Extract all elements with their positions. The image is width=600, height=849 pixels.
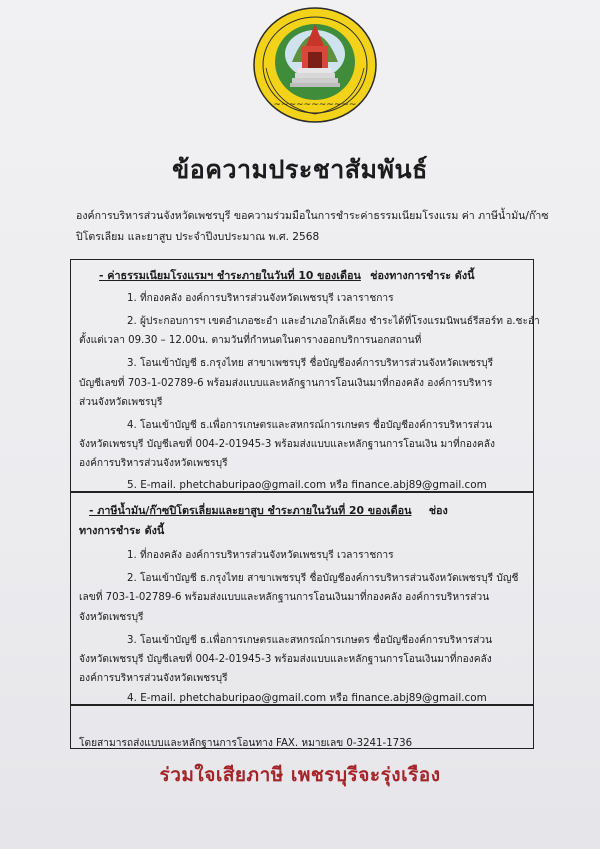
list-item: องค์การบริหารส่วนจังหวัดเพชรบุรี xyxy=(79,673,228,684)
list-item: องค์การบริหารส่วนจังหวัดเพชรบุรี xyxy=(79,458,228,469)
section-heading-tail: ช่อง xyxy=(428,504,448,517)
intro-paragraph xyxy=(76,206,549,248)
list-item: 3. โอนเข้าบัญชี ธ.กรุงไทย สาขาเพชรบุรี ชื่อบัญชีองค์การบริหารส่วนจังหวัดเพชรบุรี xyxy=(127,358,494,369)
fax-note-box xyxy=(70,705,534,749)
email-contact: 5. E-mail. phetchaburipao@gmail.com หรือ finance.abj89@gmail.com xyxy=(127,479,487,491)
list-item: 1. ที่กองคลัง องค์การบริหารส่วนจังหวัดเพชรบุรี เวลาราชการ xyxy=(127,550,394,561)
fuel-tobacco-tax-section xyxy=(70,492,534,705)
list-item: 3. โอนเข้าบัญชี ธ.เพื่อการเกษตรและสหกรณ์การเกษตร ชื่อบัญชีองค์การบริหารส่วน xyxy=(127,635,493,646)
hotel-fee-section xyxy=(70,259,540,492)
page-title: ข้อความประชาสัมพันธ์ xyxy=(172,155,428,184)
list-item: จังหวัดเพชรบุรี xyxy=(79,612,144,623)
list-item: เลขที่ 703-1-02789-6 พร้อมส่งแบบและหลักฐานการโอนเงินมาที่กองคลัง องค์การบริหารส่วน xyxy=(79,592,490,603)
section-heading-continued: ทางการชำระ ดังนี้ xyxy=(79,524,165,537)
list-item: ส่วนจังหวัดเพชรบุรี xyxy=(79,397,163,408)
intro-line: องค์การบริหารส่วนจังหวัดเพชรบุรี ขอความร่วมมือในการชำระค่าธรรมเนียมโรงแรม ค่า ภาษีน้ำมัน/ก๊าซ xyxy=(76,210,549,222)
email-contact: 4. E-mail. phetchaburipao@gmail.com หรือ finance.abj89@gmail.com xyxy=(127,692,487,704)
intro-line: ปิโตรเลียม และยาสูบ ประจำปีงบประมาณ พ.ศ. 2568 xyxy=(76,231,320,243)
section-heading-tail: ช่องทางการชำระ ดังนี้ xyxy=(370,269,475,282)
slogan: ร่วมใจเสียภาษี เพชรบุรีจะรุ่งเรือง xyxy=(159,764,441,786)
list-item: จังหวัดเพชรบุรี บัญชีเลขที่ 004-2-01945-3 พร้อมส่งแบบและหลักฐานการโอนเงินมาที่กองคลัง xyxy=(79,654,492,665)
list-item: 1. ที่กองคลัง องค์การบริหารส่วนจังหวัดเพชรบุรี เวลาราชการ xyxy=(127,293,394,304)
section-heading: - ค่าธรรมเนียมโรงแรมฯ ชำระภายในวันที่ 10 ของเดือน xyxy=(99,269,361,282)
pao-seal-logo xyxy=(252,6,378,124)
fax-note: โดยสามารถส่งแบบและหลักฐานการโอนทาง FAX. หมายเลข 0-3241-1736 xyxy=(79,738,413,749)
section-heading: - ภาษีน้ำมัน/ก๊าซปิโตรเลี่ยมและยาสูบ ชำระภายในวันที่ 20 ของเดือน xyxy=(89,504,412,517)
list-item: 2. โอนเข้าบัญชี ธ.กรุงไทย สาขาเพชรบุรี ชื่อบัญชีองค์การบริหารส่วนจังหวัดเพชรบุรี บัญชี xyxy=(127,573,519,584)
list-item: จังหวัดเพชรบุรี บัญชีเลขที่ 004-2-01945-3 พร้อมส่งแบบและหลักฐานการโอนเงิน มาที่กองคลัง xyxy=(79,439,495,450)
svg-text:~~~~~~~~~~~: ~~~~~~~~~~~ xyxy=(273,100,357,110)
list-item: ตั้งแต่เวลา 09.30 – 12.00น. ตามวันที่กำหนดในตารางออกบริการนอกสถานที่ xyxy=(79,335,422,346)
list-item: 4. โอนเข้าบัญชี ธ.เพื่อการเกษตรและสหกรณ์การเกษตร ชื่อบัญชีองค์การบริหารส่วน xyxy=(127,420,493,431)
list-item: 2. ผู้ประกอบการฯ เขตอำเภอชะอำ และอำเภอใกล้เคียง ชำระได้ที่โรงแรมนิพนธ์รีสอร์ท อ.ชะอำ xyxy=(127,316,540,327)
list-item: บัญชีเลขที่ 703-1-02789-6 พร้อมส่งแบบและหลักฐานการโอนเงินมาที่กองคลัง องค์การบริหาร xyxy=(79,378,493,389)
